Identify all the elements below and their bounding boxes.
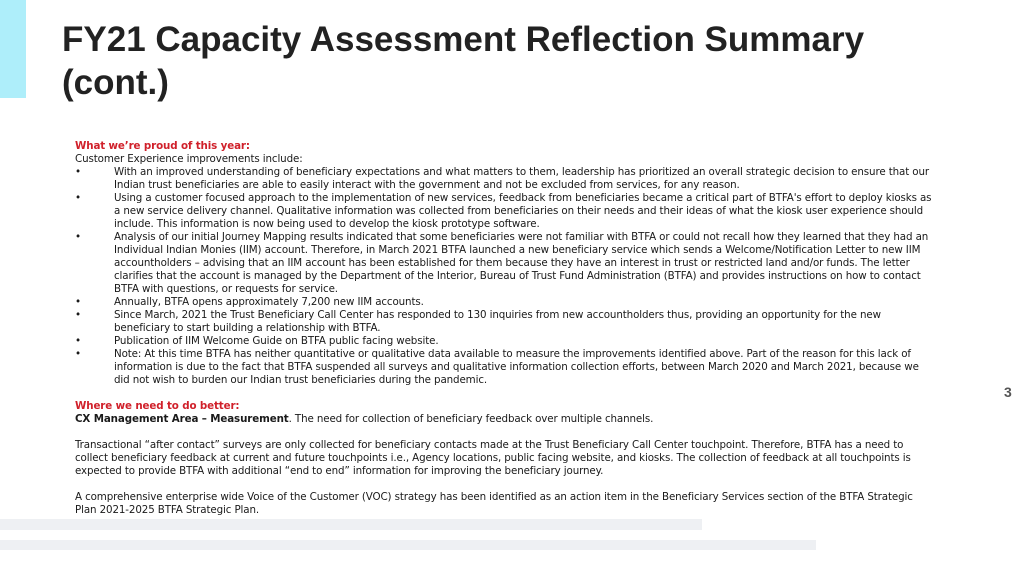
bullet-icon: • [75, 296, 81, 308]
slide-title: FY21 Capacity Assessment Reflection Summary (cont.) [62, 20, 865, 102]
bullet-text: Since March, 2021 the Trust Beneficiary Call Center has responded to 130 inquiries from new accountholders thus, providing an opportunity for the new beneficiary to start building a relationship with BTFA. [114, 309, 881, 334]
footer-band [0, 540, 816, 550]
surveys-paragraph: Transactional “after contact” surveys are only collected for beneficiary contacts made at the Trust Beneficiary Call Center touchpoint. Therefore, BTFA has a need to collect beneficiary feedback at current and future touchpoints i.e., Agency locations, public facing website, and kiosks. The collection of feedback at all touchpoints is expected to provide BTFA with additional “end to end” information for improving the beneficiary journey. [75, 439, 911, 477]
bullet-text: Annually, BTFA opens approximately 7,200 new IIM accounts. [114, 296, 424, 308]
bullet-icon: • [75, 348, 81, 360]
bullet-text: Analysis of our initial Journey Mapping results indicated that some beneficiaries were not familiar with BTFA or could not recall how they learned that they had an Individual Indian Monies (IIM) account. Therefore, in March 2021 BTFA launched a new beneficiary service which sends a Welcome/Notification Letter to new IIM accountholders – advising that an IIM account has been established for them because they have an interest in trust or restricted land and/or funds. The letter clarifies that the account is managed by the Department of the Interior, Bureau of Trust Fund Administration (BTFA) and provides instructions on how to contact BTFA with questions, or requests for service. [114, 231, 929, 295]
bullet-text: Publication of IIM Welcome Guide on BTFA public facing website. [114, 335, 439, 347]
list-item [75, 231, 935, 296]
bullet-icon: • [75, 231, 81, 243]
bullet-text: Note: At this time BTFA has neither quantitative or qualitative data available to measure the improvements identified above. Part of the reason for this lack of information is due to the fact that BTFA suspended all surveys and qualitative information collection efforts, between March 2020 and March 2021, because we did not wish to burden our Indian trust beneficiaries during the pandemic. [114, 348, 919, 386]
cx-area-label: CX Management Area – Measurement [75, 413, 289, 425]
better-heading: Where we need to do better: [75, 400, 240, 412]
list-item [75, 348, 935, 387]
page-number: 3 [1004, 384, 1012, 400]
bullet-text: Using a customer focused approach to the implementation of new services, feedback from beneficiaries became a critical part of BTFA's effort to deploy kiosks as a new service delivery channel. Qualitative information was collected from beneficiaries on their needs and their ideas of what the kiosk user experience should include. This information is now being used to develop the kiosk prototype software. [114, 192, 932, 230]
cx-area-line [75, 413, 935, 426]
proud-heading: What we’re proud of this year: [75, 140, 250, 152]
bullet-icon: • [75, 309, 81, 321]
list-item [75, 166, 935, 192]
list-item [75, 192, 935, 231]
cx-area-text: . The need for collection of beneficiary feedback over multiple channels. [288, 413, 654, 425]
slide-content [75, 140, 935, 517]
bullet-icon: • [75, 166, 81, 178]
bullet-text: With an improved understanding of beneficiary expectations and what matters to them, leadership has prioritized an overall strategic decision to ensure that our Indian trust beneficiaries are able to easily interact with the government and not be excluded from services, for any reason. [114, 166, 929, 191]
voc-paragraph: A comprehensive enterprise wide Voice of the Customer (VOC) strategy has been identified as an action item in the Beneficiary Services section of the BTFA Strategic Plan 2021-2025 BTFA Strategic Plan. [75, 491, 913, 516]
cx-intro: Customer Experience improvements include: [75, 153, 303, 165]
bullet-icon: • [75, 192, 81, 204]
proud-bullet-list [75, 166, 935, 387]
list-item [75, 309, 935, 335]
bullet-icon: • [75, 335, 81, 347]
footer-band [0, 519, 702, 530]
list-item [75, 335, 935, 348]
list-item [75, 296, 935, 309]
title-accent-bar [0, 0, 26, 98]
